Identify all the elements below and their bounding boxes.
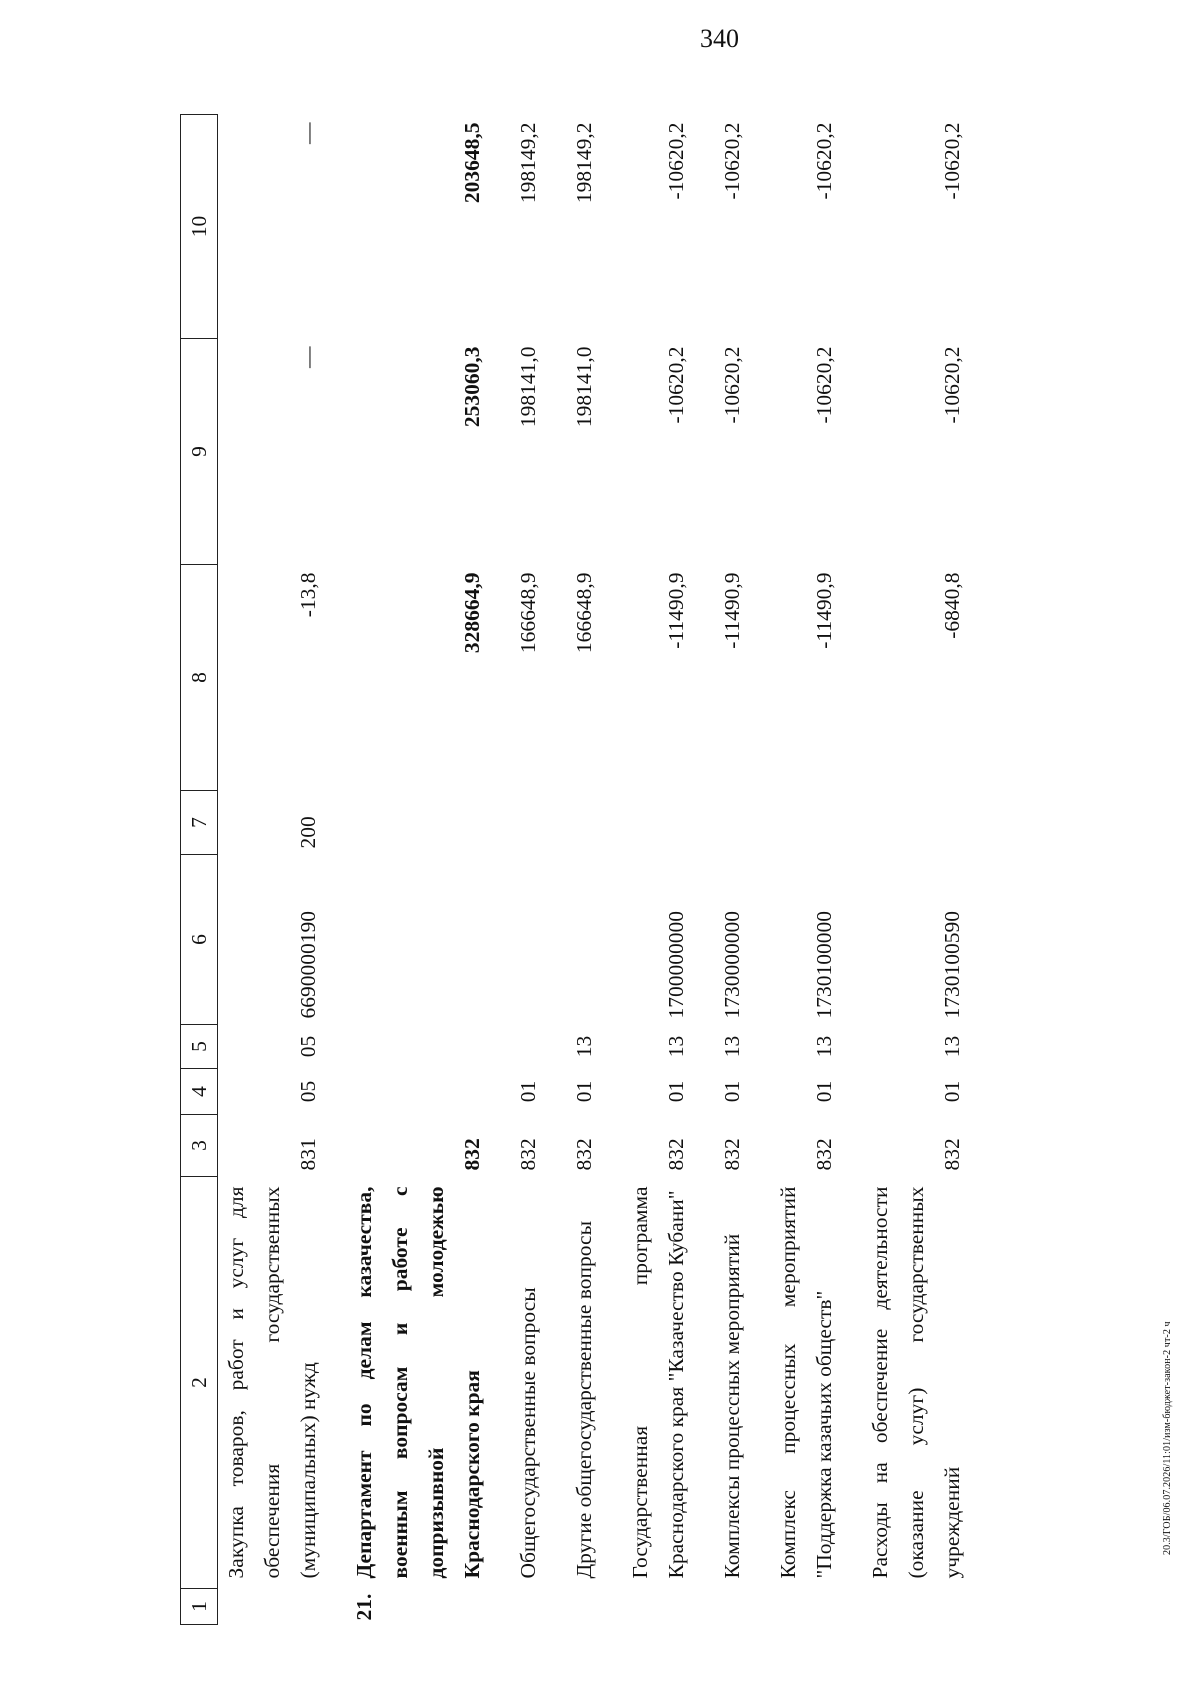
cell-value-10: -10620,2 xyxy=(720,122,744,200)
cell-pr: 13 xyxy=(940,1035,964,1058)
row-name: Расходы на обеспечение деятельности (оказание услуг) государственных учреждений xyxy=(868,1186,964,1579)
cell-vr: 200 xyxy=(296,816,320,849)
column-header: 7 xyxy=(181,791,218,855)
row-number xyxy=(510,1589,546,1625)
cell-value-8: 328664,9 xyxy=(460,572,484,654)
page-number: 340 xyxy=(700,24,739,53)
column-header: 1 xyxy=(181,1589,218,1625)
cell-pr: 05 xyxy=(296,1035,320,1058)
row-name: Государственная программа Краснодарского края "Казачество Кубани" xyxy=(628,1186,688,1579)
cell-value-10: — xyxy=(296,122,320,144)
cell-vr xyxy=(770,791,842,855)
cell-value-9: 198141,0 xyxy=(516,346,540,428)
cell-value-8: -13,8 xyxy=(296,572,320,618)
cell-value-8: -11490,9 xyxy=(812,572,836,649)
cell-csr: 1730100000 xyxy=(812,911,836,1019)
cell-vr xyxy=(510,791,546,855)
cell-pr xyxy=(346,1025,490,1069)
cell-value-9: 198141,0 xyxy=(572,346,596,428)
cell-value-9: -10620,2 xyxy=(940,346,964,424)
row-name: Закупка товаров, работ и услуг для обеспечения государственных (муниципальных) нужд xyxy=(224,1186,320,1579)
cell-rz: 01 xyxy=(664,1080,688,1103)
cell-value-8: 166648,9 xyxy=(572,572,596,654)
cell-rz: 05 xyxy=(296,1080,320,1103)
table-row xyxy=(770,115,842,1625)
table-row xyxy=(346,115,490,1625)
cell-value-9: 253060,3 xyxy=(460,346,484,428)
row-number xyxy=(714,1589,750,1625)
table-row xyxy=(566,115,602,1625)
column-header: 5 xyxy=(181,1025,218,1069)
cell-ved: 832 xyxy=(940,1138,964,1171)
cell-value-9: — xyxy=(296,346,320,368)
cell-rz: 01 xyxy=(572,1080,596,1103)
budget-table xyxy=(180,114,970,1625)
row-name: Другие общегосударственные вопросы xyxy=(572,1220,596,1579)
cell-rz: 01 xyxy=(720,1080,744,1103)
cell-csr xyxy=(346,855,490,1025)
column-header: 3 xyxy=(181,1115,218,1177)
cell-value-8: -6840,8 xyxy=(940,572,964,639)
cell-rz: 01 xyxy=(940,1080,964,1103)
column-header: 6 xyxy=(181,855,218,1025)
cell-ved: 832 xyxy=(664,1138,688,1171)
cell-value-8: -11490,9 xyxy=(664,572,688,649)
cell-pr: 13 xyxy=(720,1035,744,1058)
cell-vr xyxy=(714,791,750,855)
cell-vr xyxy=(862,791,970,855)
cell-ved: 832 xyxy=(572,1138,596,1171)
cell-value-9: -10620,2 xyxy=(720,346,744,424)
cell-csr: 1700000000 xyxy=(664,911,688,1019)
row-name: Комплекс процессных мероприятий "Поддержка казачьих обществ" xyxy=(776,1186,836,1579)
table-row xyxy=(510,115,546,1625)
row-name: Департамент по делам казачества, военным вопросам и работе с допризывной молодежью Краснодарского края xyxy=(352,1186,484,1579)
row-number xyxy=(566,1589,602,1625)
table-row xyxy=(714,115,750,1625)
cell-pr xyxy=(510,1025,546,1069)
row-number xyxy=(218,1589,327,1625)
cell-ved: 832 xyxy=(516,1138,540,1171)
cell-value-10: 203648,5 xyxy=(460,122,484,204)
cell-rz: 01 xyxy=(812,1080,836,1103)
cell-csr: 1730000000 xyxy=(720,911,744,1019)
cell-rz: 01 xyxy=(516,1080,540,1103)
column-header: 8 xyxy=(181,565,218,791)
document-footer-stamp: 20.3/ГОБ/06.07.2026/11:01/изм-бюджет-закон-2 чт-2 ч xyxy=(1162,1321,1173,1555)
cell-csr xyxy=(510,855,546,1025)
cell-ved: 831 xyxy=(296,1138,320,1171)
cell-csr: 1730100590 xyxy=(940,911,964,1019)
cell-pr: 13 xyxy=(572,1035,596,1058)
row-number xyxy=(862,1589,970,1625)
cell-csr: 6690000190 xyxy=(296,911,320,1019)
row-name: Общегосударственные вопросы xyxy=(516,1287,540,1579)
column-header: 2 xyxy=(181,1177,218,1589)
table-header-row xyxy=(181,115,218,1625)
row-number xyxy=(622,1589,694,1625)
cell-rz xyxy=(346,1069,490,1115)
row-name: Комплексы процессных мероприятий xyxy=(720,1233,744,1579)
column-header: 10 xyxy=(181,115,218,339)
cell-ved: 832 xyxy=(460,1138,484,1171)
cell-ved: 832 xyxy=(812,1138,836,1171)
cell-csr xyxy=(566,855,602,1025)
table-row xyxy=(622,115,694,1625)
rotated-table-container xyxy=(180,65,1080,1625)
cell-pr: 13 xyxy=(812,1035,836,1058)
cell-ved: 832 xyxy=(720,1138,744,1171)
cell-value-10: -10620,2 xyxy=(812,122,836,200)
row-number xyxy=(770,1589,842,1625)
cell-value-10: 198149,2 xyxy=(516,122,540,204)
cell-value-8: -11490,9 xyxy=(720,572,744,649)
cell-value-8: 166648,9 xyxy=(516,572,540,654)
cell-value-10: -10620,2 xyxy=(664,122,688,200)
cell-value-9: -10620,2 xyxy=(664,346,688,424)
cell-pr: 13 xyxy=(664,1035,688,1058)
table-row xyxy=(862,115,970,1625)
cell-vr xyxy=(622,791,694,855)
table-row xyxy=(218,115,327,1625)
cell-value-9: -10620,2 xyxy=(812,346,836,424)
cell-vr xyxy=(566,791,602,855)
cell-value-10: -10620,2 xyxy=(940,122,964,200)
cell-vr xyxy=(346,791,490,855)
column-header: 4 xyxy=(181,1069,218,1115)
column-header: 9 xyxy=(181,339,218,565)
cell-value-10: 198149,2 xyxy=(572,122,596,204)
row-number: 21. xyxy=(352,1593,376,1621)
